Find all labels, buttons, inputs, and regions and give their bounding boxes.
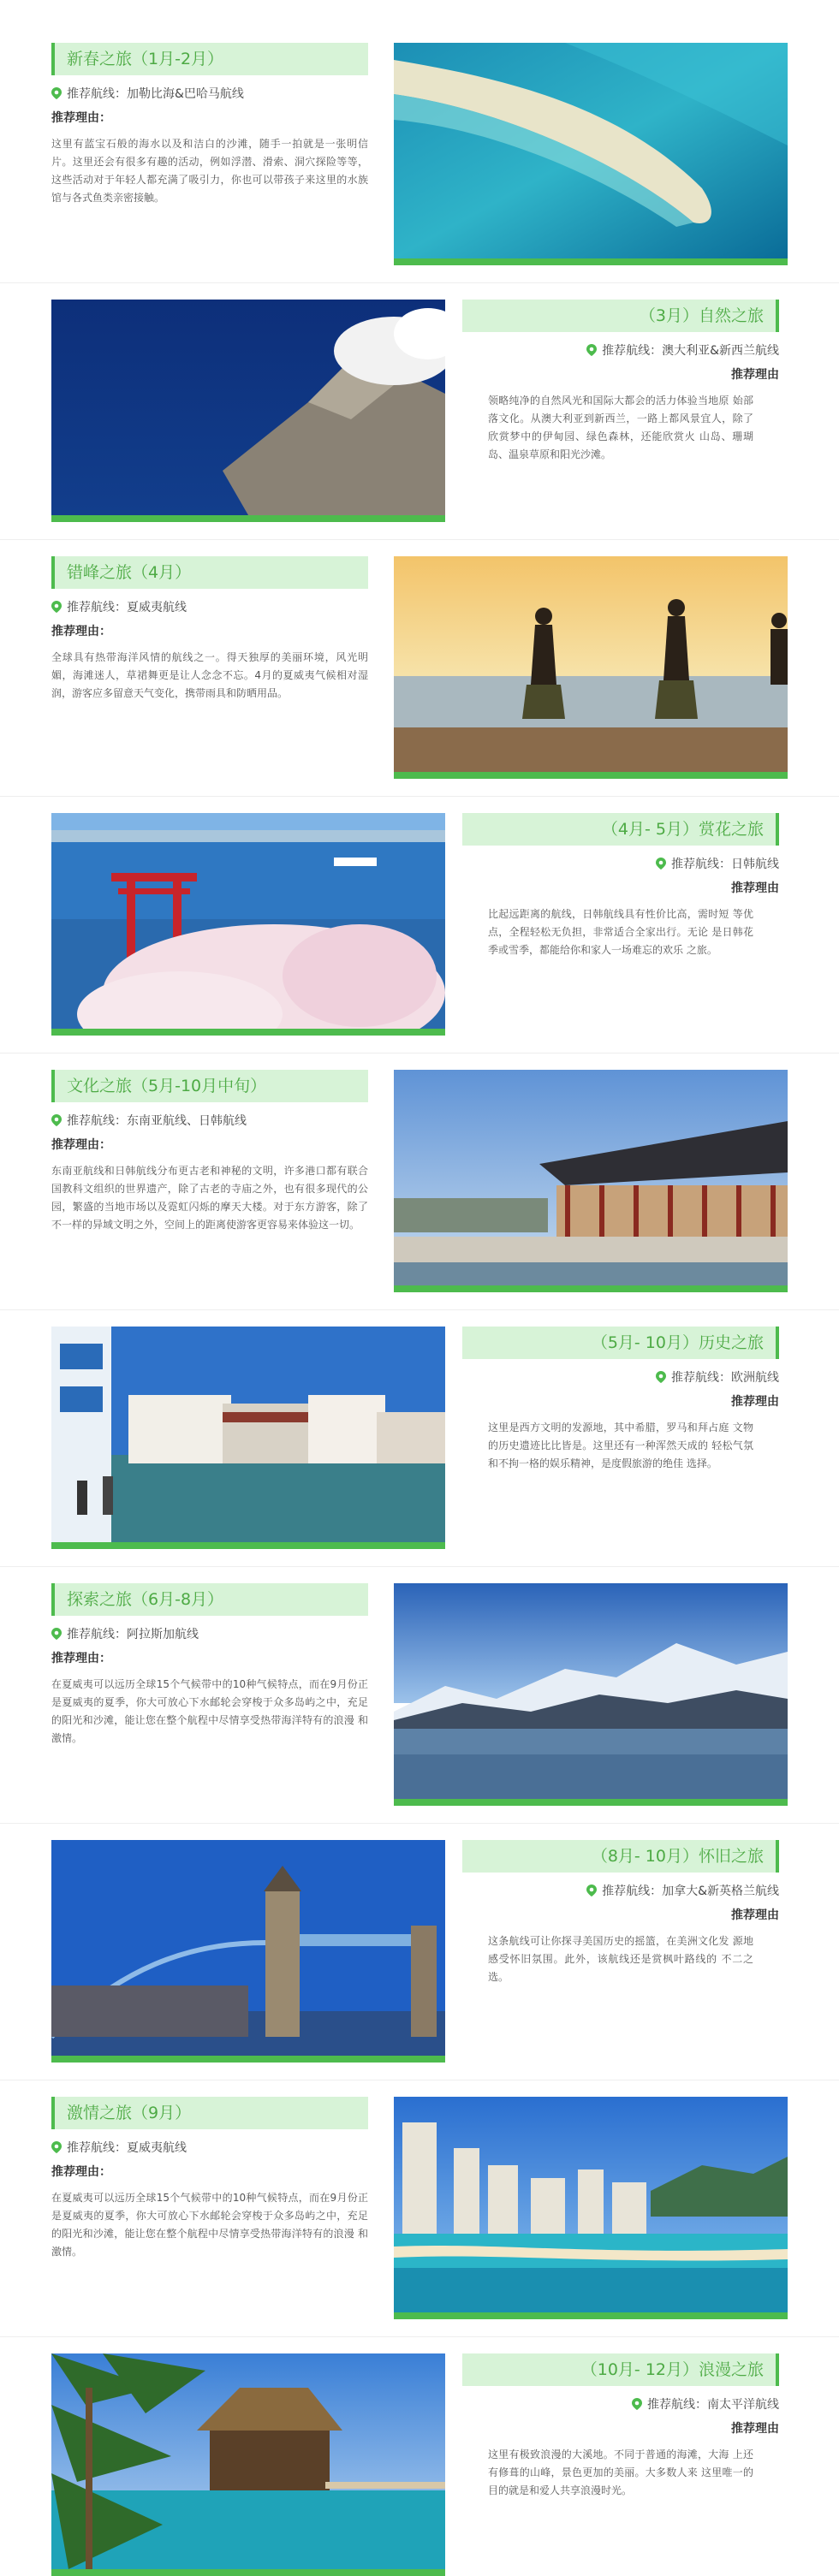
section-title (462, 300, 779, 332)
snowy-mountains-lake-photo (394, 1583, 788, 1806)
section-title (51, 1070, 368, 1102)
route-section (0, 300, 839, 522)
route-label: 推荐航线：加拿大&新英格兰航线 (602, 1885, 779, 1898)
route-label: 推荐航线：加勒比海&巴哈马航线 (67, 87, 244, 101)
route-label: 推荐航线：夏威夷航线 (67, 601, 187, 614)
section-title (462, 1327, 779, 1359)
korean-palace-photo (394, 1070, 788, 1292)
location-pin-icon (51, 1114, 62, 1126)
route-label: 推荐航线：阿拉斯加航线 (67, 1628, 199, 1641)
location-pin-icon (656, 1371, 666, 1383)
location-pin-icon (51, 87, 62, 99)
route-line (462, 1369, 779, 1386)
route-line (51, 1626, 368, 1643)
section-title (51, 2097, 368, 2129)
location-pin-icon (586, 1885, 597, 1896)
section-divider (0, 1823, 839, 1824)
route-section (0, 1327, 839, 1549)
volcano-island-photo (51, 300, 445, 522)
route-section (0, 556, 839, 779)
route-section (0, 43, 839, 265)
section-title-text: 激情之旅（9月） (67, 2104, 192, 2122)
section-description: 这里有极致浪漫的大溪地。不同于普通的海滩，大海 上还有修葺的山峰，景色更加的美丽。大多数人来 这里唯一的目的就是和爱人共享浪漫时光。 (488, 2448, 753, 2496)
route-section (0, 813, 839, 1036)
section-title (51, 1583, 368, 1616)
route-line (462, 342, 779, 359)
route-label: 推荐航线：南太平洋航线 (647, 2398, 779, 2412)
route-line (51, 1113, 368, 1130)
route-label: 推荐航线：欧洲航线 (671, 1371, 779, 1385)
section-description: 东南亚航线和日韩航线分布更古老和神秘的文明，许多港口都有联合国教科文组织的世界遗产，除了古老的寺庙之外，也有很多现代的公园，繁盛的当地市场以及霓虹闪烁的摩天大楼。对于东方游客，除了不一样的异域文明之外，空间上的距离使游客更容易来体验这一切。 (51, 1165, 368, 1231)
section-text (462, 300, 779, 464)
section-divider (0, 1053, 839, 1054)
section-title (462, 813, 779, 846)
route-line (462, 856, 779, 873)
reason-heading: 推荐理由 (731, 881, 779, 895)
section-text (51, 1583, 368, 1748)
section-divider (0, 796, 839, 797)
section-title-text: 文化之旅（5月-10月中旬） (67, 1077, 267, 1095)
section-title (51, 43, 368, 75)
section-divider (0, 282, 839, 283)
mediterranean-harbor-photo (51, 1327, 445, 1549)
reason-heading: 推荐理由： (51, 1652, 111, 1665)
route-section (0, 1840, 839, 2063)
section-description: 比起远距离的航线，日韩航线具有性价比高，需时短 等优点，全程轻松无负担，非常适合全家出行。无论 是日韩花季或雪季，都能给你和家人一场难忘的欢乐 之旅。 (488, 908, 753, 956)
section-text (51, 43, 368, 207)
route-line (51, 599, 368, 616)
section-description: 领略纯净的自然风光和国际大都会的活力体验当地原 始部落文化。从澳大利亚到新西兰，一路上都风景宜人，除了欣赏梦中的伊甸园、绿色森林，还能欣赏火 山岛、珊瑚岛、温泉草原和阳光沙滩。 (488, 395, 753, 460)
reason-heading: 推荐理由 (731, 1908, 779, 1922)
section-text (51, 1070, 368, 1234)
section-title-text: （4月- 5月）赏花之旅 (601, 820, 764, 839)
section-title (51, 556, 368, 589)
route-label: 推荐航线：夏威夷航线 (67, 2141, 187, 2155)
section-title-text: 探索之旅（6月-8月） (67, 1590, 224, 1609)
section-divider (0, 1309, 839, 1310)
route-section (0, 2353, 839, 2576)
section-description: 这里有蓝宝石般的海水以及和洁白的沙滩，随手一拍就是一张明信片。这里还会有很多有趣的活动，例如浮潜、滑索、洞穴探险等等，这些活动对于年轻人都充满了吸引力，你也可以带孩子来这里的水族馆与各式鱼类亲密接触。 (51, 138, 368, 204)
section-description: 这里是西方文明的发源地，其中希腊，罗马和拜占庭 文物的历史遗迹比比皆是。这里还有一种浑然天成的 轻松气氛和不拘一格的娱乐精神，是度假旅游的绝佳 选择。 (488, 1422, 753, 1469)
location-pin-icon (51, 601, 62, 613)
section-text (462, 1327, 779, 1473)
section-title-text: （5月- 10月）历史之旅 (591, 1333, 764, 1352)
section-divider (0, 1566, 839, 1567)
reason-heading: 推荐理由： (51, 111, 111, 125)
section-description: 在夏威夷可以远历全球15个气候带中的10种气候特点，而在9月份正是夏威夷的夏季，你大可放心下水邮轮会穿梭于众多岛屿之中，充足的阳光和沙滩，能让您在整个航程中尽情享受热带海洋特有的浪漫 和激情。 (51, 2192, 368, 2258)
reason-heading: 推荐理由： (51, 2165, 111, 2179)
location-pin-icon (51, 1628, 62, 1640)
reason-heading: 推荐理由 (731, 2422, 779, 2436)
route-line (462, 2396, 779, 2413)
section-title (462, 2353, 779, 2386)
section-description: 全球具有热带海洋风情的航线之一。得天独厚的美丽环境，风光明媚，海滩迷人，草裙舞更是让人念念不忘。4月的夏威夷气候相对湿润，游客应多留意天气变化，携带雨具和防晒用品。 (51, 651, 368, 699)
section-text (462, 2353, 779, 2500)
section-title-text: 新春之旅（1月-2月） (67, 50, 224, 68)
route-line (51, 2140, 368, 2157)
location-pin-icon (656, 858, 666, 870)
tahiti-bungalow-photo (51, 2353, 445, 2576)
route-line (51, 86, 368, 103)
route-section (0, 1070, 839, 1292)
section-text (462, 1840, 779, 1986)
route-section (0, 2097, 839, 2319)
section-title (462, 1840, 779, 1873)
waikiki-beach-photo (394, 2097, 788, 2319)
aerial-island-photo (394, 43, 788, 265)
reason-heading: 推荐理由： (51, 625, 111, 638)
reason-heading: 推荐理由 (731, 368, 779, 382)
location-pin-icon (51, 2141, 62, 2153)
section-description: 在夏威夷可以远历全球15个气候带中的10种气候特点，而在9月份正是夏威夷的夏季，你大可放心下水邮轮会穿梭于众多岛屿之中，充足的阳光和沙滩，能让您在整个航程中尽情享受热带海洋特有的浪漫 和激情。 (51, 1678, 368, 1744)
section-description: 这条航线可让你探寻美国历史的摇篮，在美洲文化发 源地感受怀旧氛围。此外，该航线还是赏枫叶路线的 不二之选。 (488, 1935, 753, 1983)
section-divider (0, 2336, 839, 2337)
route-line (462, 1883, 779, 1900)
section-title-text: 错峰之旅（4月） (67, 563, 192, 582)
hula-dancers-photo (394, 556, 788, 779)
route-label: 推荐航线：东南亚航线、日韩航线 (67, 1114, 247, 1128)
section-text (51, 2097, 368, 2261)
torii-cherry-blossom-photo (51, 813, 445, 1036)
reason-heading: 推荐理由： (51, 1138, 111, 1152)
route-label: 推荐航线：澳大利亚&新西兰航线 (602, 344, 779, 358)
location-pin-icon (632, 2398, 642, 2410)
section-text (51, 556, 368, 703)
section-title-text: （10月- 12月）浪漫之旅 (580, 2360, 764, 2379)
section-title-text: （3月）自然之旅 (639, 306, 764, 325)
section-title-text: （8月- 10月）怀旧之旅 (591, 1847, 764, 1866)
route-section (0, 1583, 839, 1806)
tower-bridge-photo (51, 1840, 445, 2063)
section-divider (0, 539, 839, 540)
location-pin-icon (586, 344, 597, 356)
route-label: 推荐航线：日韩航线 (671, 858, 779, 871)
section-text (462, 813, 779, 959)
reason-heading: 推荐理由 (731, 1395, 779, 1409)
